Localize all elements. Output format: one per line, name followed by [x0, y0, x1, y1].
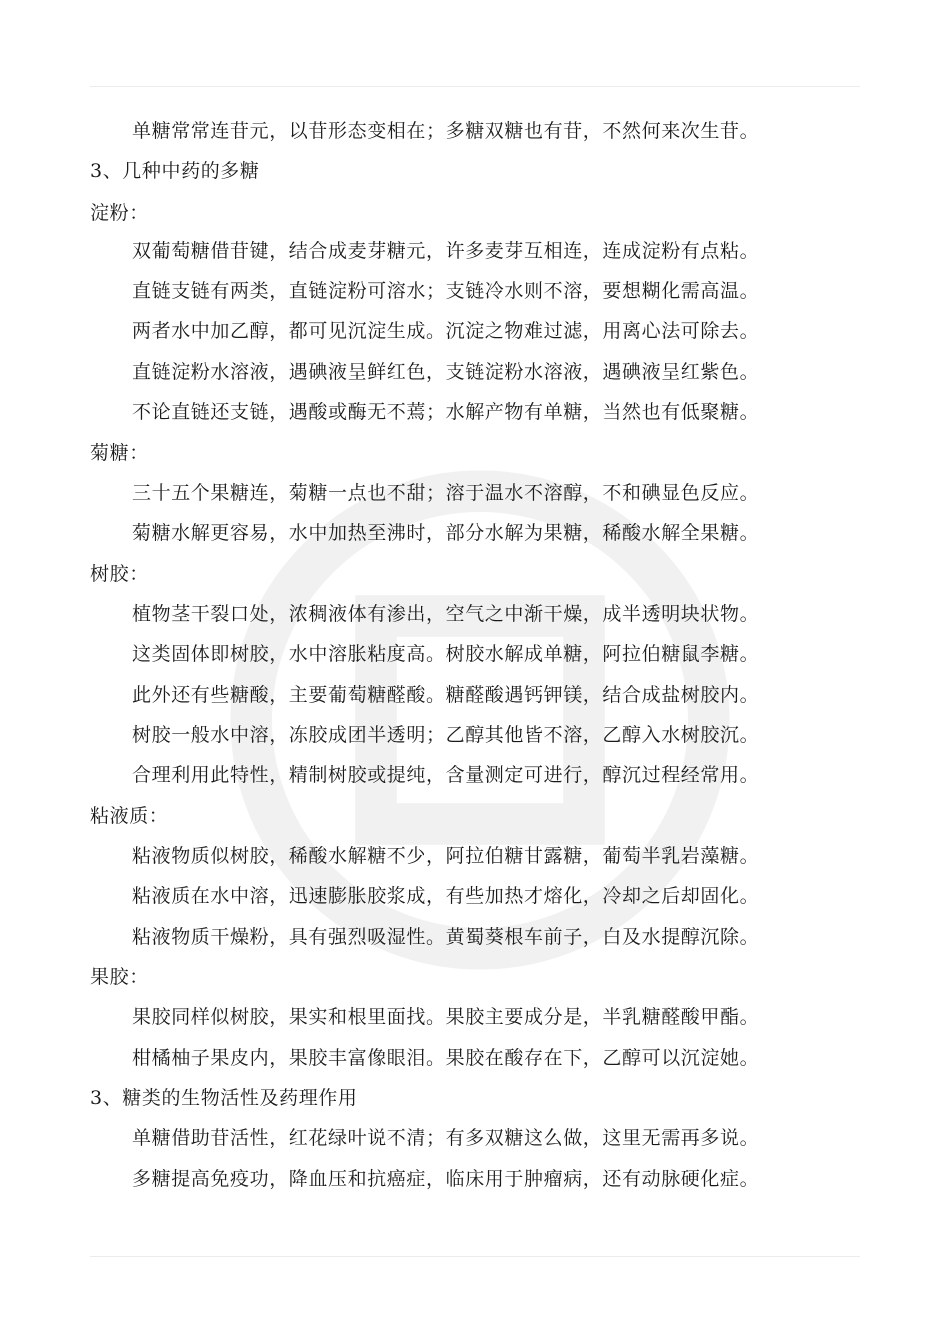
verse-line: 多糖提高免疫功，降血压和抗癌症，临床用于肿瘤病，还有动脉硬化症。 — [132, 1168, 760, 1190]
verse-line: 果胶同样似树胶，果实和根里面找。果胶主要成分是，半乳糖醛酸甲酯。 — [132, 1006, 760, 1028]
verse-line: 双葡萄糖借苷键，结合成麦芽糖元，许多麦芽互相连，连成淀粉有点粘。 — [132, 240, 760, 262]
verse-line: 这类固体即树胶，水中溶胀粘度高。树胶水解成单糖，阿拉伯糖鼠李糖。 — [132, 643, 760, 665]
subsection-heading: 果胶： — [90, 966, 149, 988]
verse-line: 此外还有些糖酸，主要葡萄糖醛酸。糖醛酸遇钙钾镁，结合成盐树胶内。 — [132, 684, 760, 706]
subsection-heading: 菊糖： — [90, 442, 149, 464]
verse-line: 三十五个果糖连，菊糖一点也不甜；溶于温水不溶醇，不和碘显色反应。 — [132, 482, 760, 504]
verse-line: 单糖常常连苷元，以苷形态变相在；多糖双糖也有苷，不然何来次生苷。 — [132, 120, 760, 142]
subsection-heading: 淀粉： — [90, 202, 149, 224]
verse-line: 不论直链还支链，遇酸或酶无不蔫；水解产物有单糖，当然也有低聚糖。 — [132, 401, 760, 423]
verse-line: 粘液物质干燥粉，具有强烈吸湿性。黄蜀葵根车前子，白及水提醇沉除。 — [132, 926, 760, 948]
verse-line: 合理利用此特性，精制树胶或提纯，含量测定可进行，醇沉过程经常用。 — [132, 764, 760, 786]
verse-line: 柑橘柚子果皮内，果胶丰富像眼泪。果胶在酸存在下，乙醇可以沉淀她。 — [132, 1047, 760, 1069]
verse-line: 植物茎干裂口处，浓稠液体有渗出，空气之中渐干燥，成半透明块状物。 — [132, 603, 760, 625]
verse-line: 菊糖水解更容易，水中加热至沸时，部分水解为果糖，稀酸水解全果糖。 — [132, 522, 760, 544]
subsection-heading: 粘液质： — [90, 805, 169, 827]
section-heading: 3、几种中药的多糖 — [90, 160, 260, 182]
verse-line: 直链淀粉水溶液，遇碘液呈鲜红色，支链淀粉水溶液，遇碘液呈红紫色。 — [132, 361, 760, 383]
verse-line: 直链支链有两类，直链淀粉可溶水；支链冷水则不溶，要想糊化需高温。 — [132, 280, 760, 302]
footer-rule — [90, 1256, 860, 1257]
verse-line: 单糖借助苷活性，红花绿叶说不清；有多双糖这么做，这里无需再多说。 — [132, 1127, 760, 1149]
verse-line: 两者水中加乙醇，都可见沉淀生成。沉淀之物难过滤，用离心法可除去。 — [132, 320, 760, 342]
verse-line: 粘液物质似树胶，稀酸水解糖不少，阿拉伯糖甘露糖，葡萄半乳岩藻糖。 — [132, 845, 760, 867]
subsection-heading: 树胶： — [90, 563, 149, 585]
section-heading: 3、糖类的生物活性及药理作用 — [90, 1087, 358, 1109]
verse-line: 粘液质在水中溶，迅速膨胀胶浆成，有些加热才熔化，冷却之后却固化。 — [132, 885, 760, 907]
header-rule — [90, 86, 860, 87]
verse-line: 树胶一般水中溶，冻胶成团半透明；乙醇其他皆不溶，乙醇入水树胶沉。 — [132, 724, 760, 746]
